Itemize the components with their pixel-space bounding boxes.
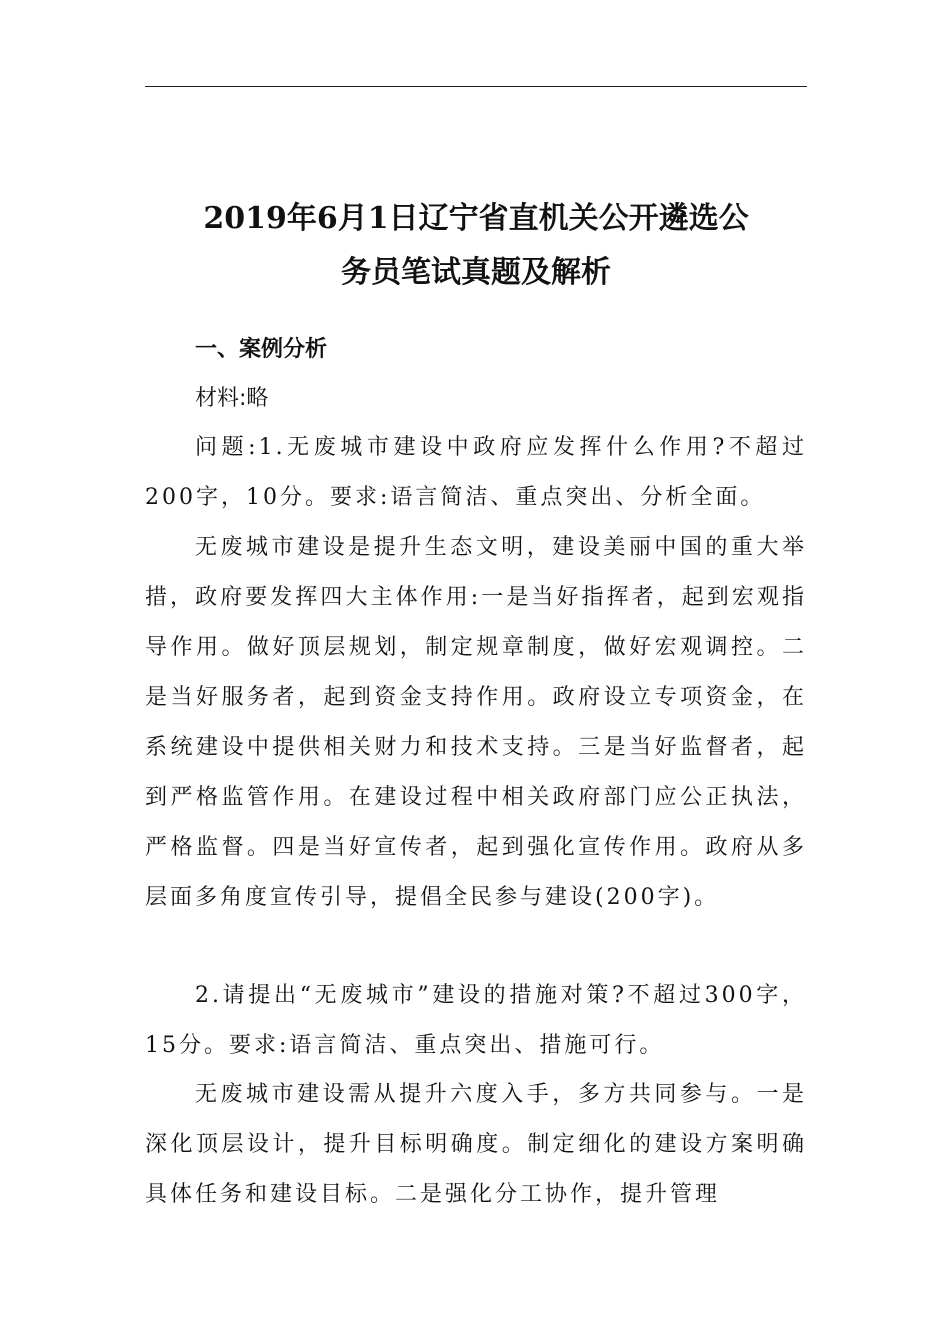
question-2: 2.请提出“无废城市”建设的措施对策?不超过300字，15分。要求:语言简洁、重点突出、措施可行。 <box>145 983 807 1058</box>
title-line-1: 2019年6月1日辽宁省直机关公开遴选公 <box>203 201 749 236</box>
title-line-2: 务员笔试真题及解析 <box>341 255 611 290</box>
section-heading: 一、案例分析 <box>195 337 328 362</box>
question-1: 问题:1.无废城市建设中政府应发挥什么作用?不超过200字，10分。要求:语言简洁、重点突出、分析全面。 <box>145 435 807 510</box>
header-rule <box>145 86 807 87</box>
document-title <box>145 192 807 300</box>
material-label: 材料:略 <box>195 386 269 411</box>
answer-1: 无废城市建设是提升生态文明，建设美丽中国的重大举措，政府要发挥四大主体作用:一是当好指挥者，起到宏观指导作用。做好顶层规划，制定规章制度，做好宏观调控。二是当好服务者，起到资金支持作用。政府设立专项资金，在系统建设中提供相关财力和技术支持。三是当好监督者，起到严格监管作用。在建设过程中相关政府部门应公正执法，严格监督。四是当好宣传者，起到强化宣传作用。政府从多层面多角度宣传引导，提倡全民参与建设(200字)。 <box>145 535 807 910</box>
answer-2: 无废城市建设需从提升六度入手，多方共同参与。一是深化顶层设计，提升目标明确度。制定细化的建设方案明确具体任务和建设目标。二是强化分工协作，提升管理 <box>145 1082 807 1207</box>
